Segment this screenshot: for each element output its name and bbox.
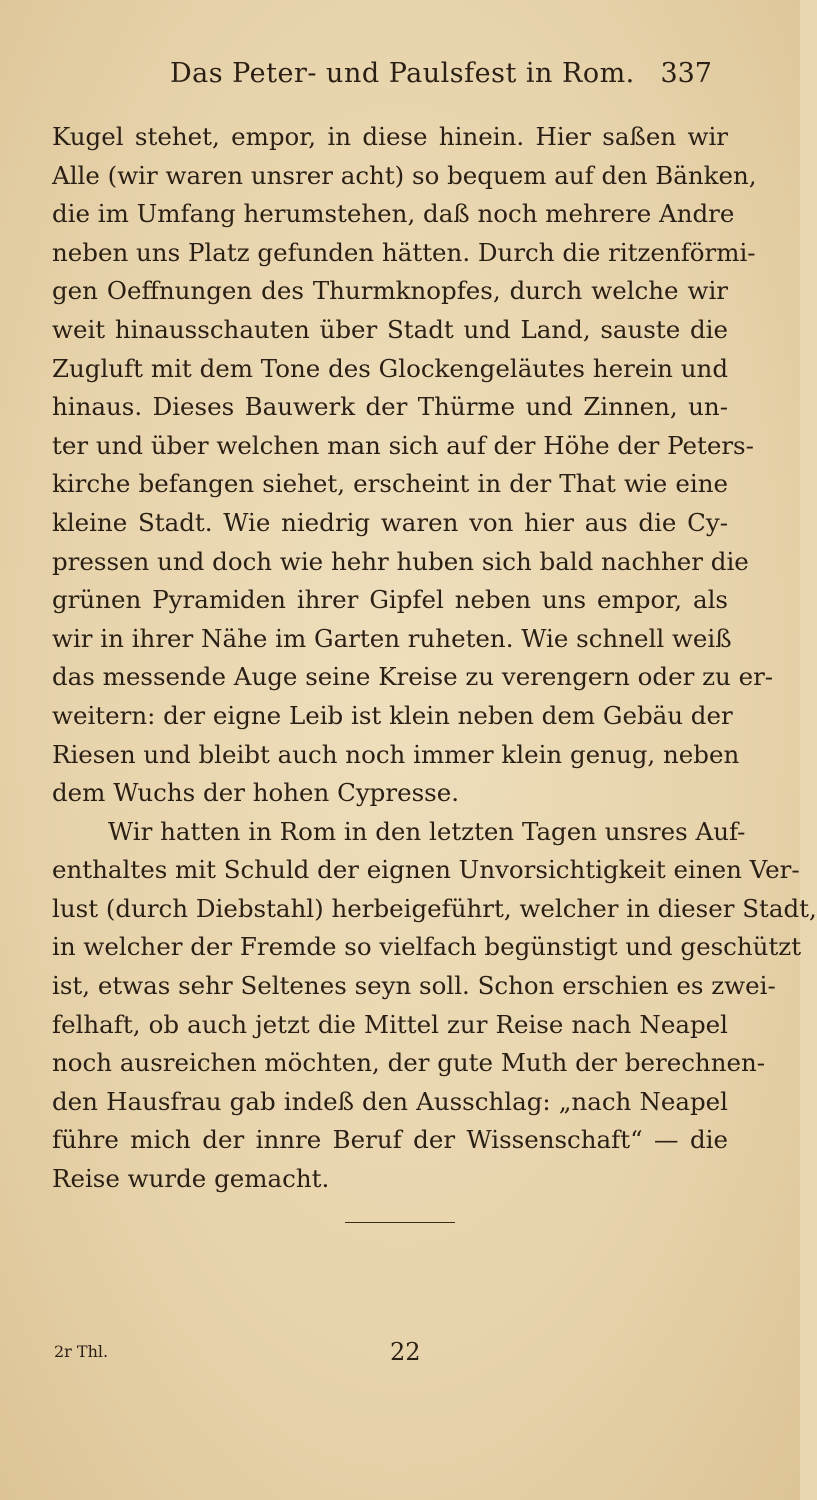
text-line: in welcher der Fremde so vielfach begünstigt und geschützt [52, 932, 802, 962]
page-footer [0, 1338, 800, 1368]
text-line: Alle (wir waren unsrer acht) so bequem auf den Bänken, [52, 160, 757, 190]
body-text [52, 118, 817, 1199]
text-line: kirche befangen siehet, erscheint in der That wie eine [52, 469, 728, 499]
text-line: grünen Pyramiden ihrer Gipfel neben uns empor, als [52, 585, 728, 615]
text-line: pressen und doch wie hehr huben sich bald nachher die [52, 546, 749, 576]
text-line: das messende Auge seine Kreise zu verengern oder zu er- [52, 662, 774, 692]
text-line: lust (durch Diebstahl) herbeigeführt, welcher in dieser Stadt, [52, 893, 817, 923]
page-number: 337 [660, 58, 712, 89]
text-line: hinaus. Dieses Bauwerk der Thürme und Zinnen, un- [52, 392, 728, 422]
text-line: weitern: der eigne Leib ist klein neben dem Gebäu der [52, 700, 733, 730]
signature-mark: 2r Thl. [54, 1342, 109, 1361]
paragraph [52, 813, 817, 1199]
text-line: Riesen und bleibt auch noch immer klein genug, neben [52, 739, 740, 769]
text-line: Reise wurde gemacht. [52, 1164, 330, 1194]
text-line: gen Oeffnungen des Thurmknopfes, durch welche wir [52, 276, 728, 306]
text-line: ter und über welchen man sich auf der Höhe der Peters- [52, 430, 754, 460]
text-line: Zugluft mit dem Tone des Glockengeläutes herein und [52, 353, 728, 383]
page-header [0, 58, 800, 98]
section-divider [345, 1222, 455, 1223]
text-line: felhaft, ob auch jetzt die Mittel zur Reise nach Neapel [52, 1009, 728, 1039]
sheet-number: 22 [390, 1338, 421, 1366]
text-line: Wir hatten in Rom in den letzten Tagen unsres Auf- [108, 816, 746, 846]
text-line: noch ausreichen möchten, der gute Muth der berechnen- [52, 1048, 766, 1078]
text-line: Kugel stehet, empor, in diese hinein. Hier saßen wir [52, 122, 728, 151]
text-line: ist, etwas sehr Seltenes seyn soll. Schon erschien es zwei- [52, 971, 776, 1001]
text-line: enthaltes mit Schuld der eignen Unvorsichtigkeit einen Ver- [52, 855, 800, 885]
paragraph [52, 118, 774, 813]
text-line: wir in ihrer Nähe im Garten ruheten. Wie schnell weiß [52, 623, 732, 653]
text-line: weit hinausschauten über Stadt und Land, sauste die [52, 314, 728, 344]
text-line: die im Umfang herumstehen, daß noch mehrere Andre [52, 199, 735, 229]
text-line: führe mich der innre Beruf der Wissenschaft“ — die [52, 1125, 728, 1155]
text-line: kleine Stadt. Wie niedrig waren von hier aus die Cy- [52, 507, 728, 537]
text-line: den Hausfrau gab indeß den Ausschlag: „nach Neapel [52, 1086, 728, 1116]
text-line: neben uns Platz gefunden hätten. Durch die ritzenförmi- [52, 237, 756, 267]
text-line: dem Wuchs der hohen Cypresse. [52, 778, 460, 808]
running-title: Das Peter- und Paulsfest in Rom. [170, 58, 635, 89]
